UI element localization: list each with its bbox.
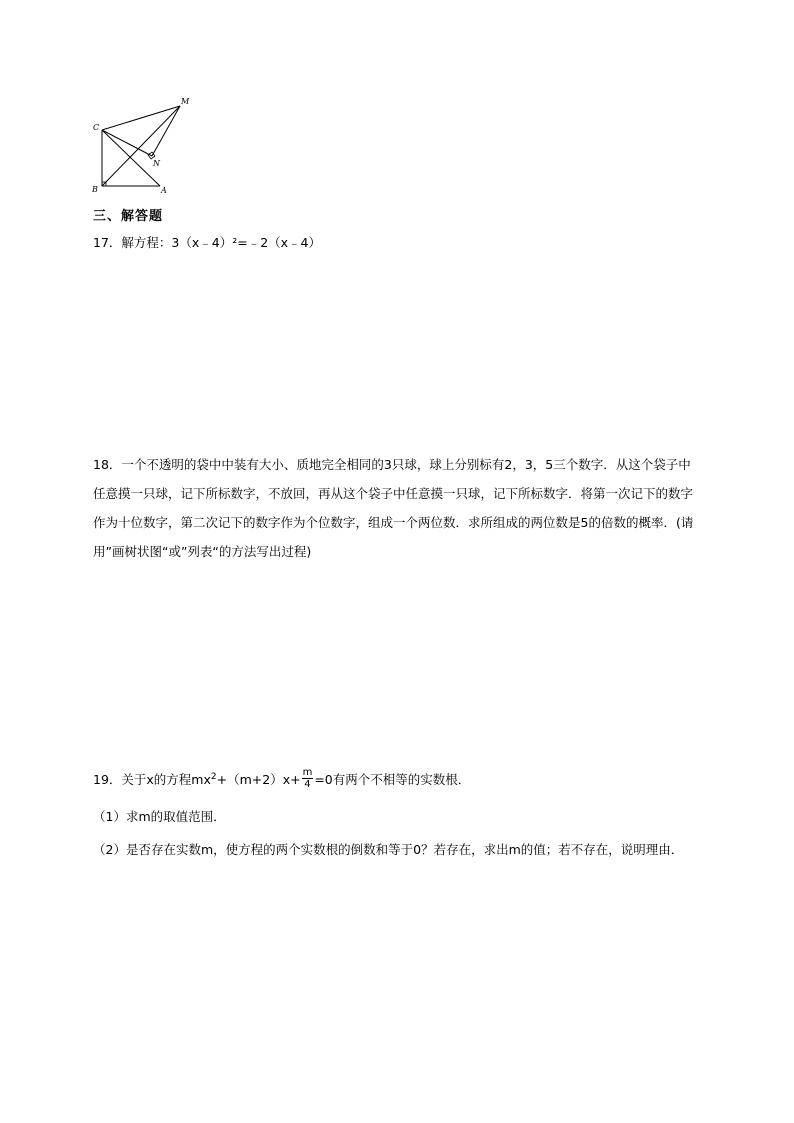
- question-19: [93, 765, 703, 794]
- label-a: A: [161, 186, 167, 195]
- q19-superscript: 2: [210, 771, 217, 782]
- q19-fraction-numerator: m: [302, 767, 313, 778]
- label-m: M: [181, 97, 190, 106]
- q19-prefix: 19．关于x的方程mx: [93, 772, 211, 787]
- q19-middle: +（m+2）x+: [216, 772, 301, 787]
- q19-suffix: =0有两个不相等的实数根．: [314, 772, 471, 787]
- geometry-figure: [88, 92, 198, 202]
- label-n: N: [153, 159, 160, 168]
- question-18: 18．一个不透明的袋中中装有大小、质地完全相同的3只球，球上分别标有2，3，5三个数字．从这个袋子中任意摸一只球，记下所标数字，不放回，再从这个袋子中任意摸一只球，记下所标数字．将第一次记下的数字作为十位数字，第二次记下的数字作为个位数字，组成一个两位数．求所组成的两位数是5的倍数的概率．(请用”画树状图“或”列表“的方法写出过程): [93, 457, 694, 559]
- geometry-diagram: [88, 92, 198, 202]
- q19-fraction-denominator: 4: [304, 779, 311, 790]
- question-19-part-1: （1）求m的取值范围．: [93, 809, 226, 824]
- label-b: B: [92, 185, 98, 194]
- q19-fraction: [302, 767, 314, 790]
- question-19-part-2: （2）是否存在实数m，使方程的两个实数根的倒数和等于0？若存在，求出m的值；若不存在，说明理由．: [93, 842, 684, 857]
- question-17: 17．解方程：3（x﹣4）²=﹣2（x﹣4）: [93, 235, 321, 250]
- label-c: C: [93, 123, 100, 132]
- section-heading: 三、解答题: [93, 209, 164, 224]
